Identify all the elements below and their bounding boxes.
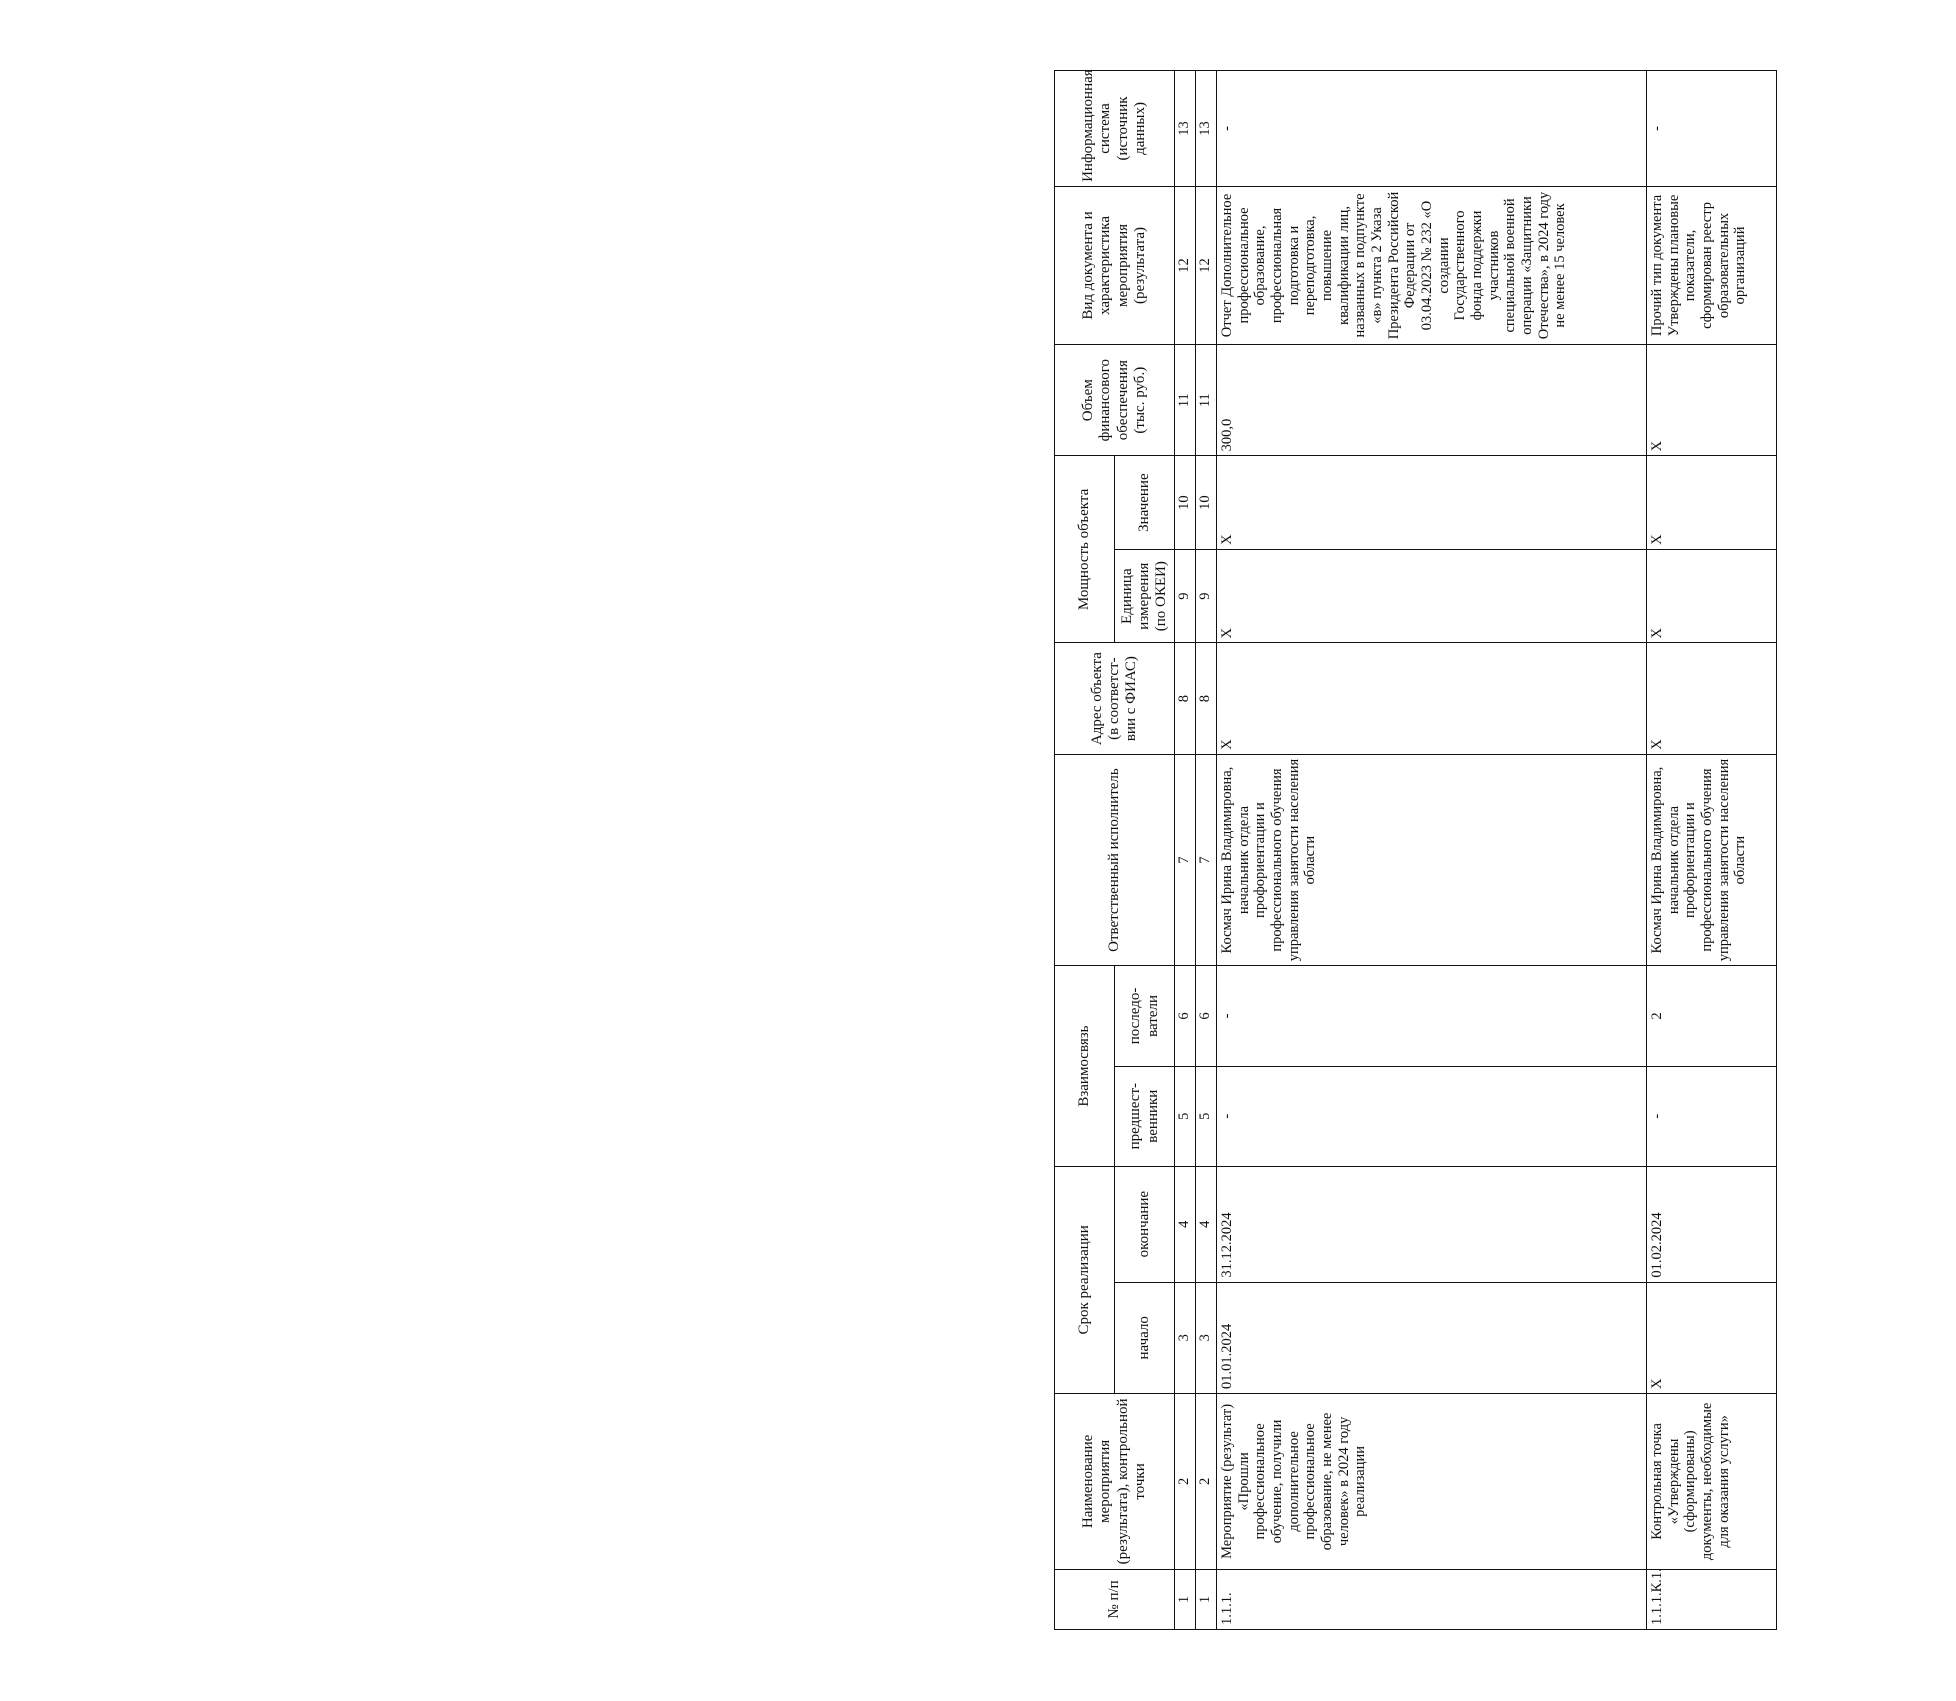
colnum: 13 — [1175, 71, 1196, 187]
row-resp: Космач Ирина Владимировна, начальник отдела профориентации и профессионального обучения управления занятости населения области — [1217, 754, 1647, 966]
colnum: 9 — [1175, 549, 1196, 643]
row-unit: X — [1217, 549, 1647, 643]
colnum: 10 — [1196, 456, 1217, 550]
colnum: 10 — [1175, 456, 1196, 550]
header-power: Мощность объекта — [1055, 456, 1115, 643]
colnum: 11 — [1196, 345, 1217, 456]
colnum: 8 — [1175, 643, 1196, 754]
colnum: 1 — [1196, 1569, 1217, 1629]
header-pred: предшест-венники — [1115, 1066, 1175, 1166]
row-addr: X — [1217, 643, 1647, 754]
row-pred: - — [1647, 1066, 1777, 1166]
row-doc: Прочий тип документа Утверждены плановые показатели, сформирован реестр образовательных организаций — [1647, 186, 1777, 344]
colnum: 11 — [1175, 345, 1196, 456]
table-row — [1217, 71, 1647, 1630]
colnum: 3 — [1175, 1282, 1196, 1393]
colnum: 3 — [1196, 1282, 1217, 1393]
colnum: 4 — [1175, 1166, 1196, 1282]
header-addr: Адрес объекта (в соответст-вии с ФИАС) — [1055, 643, 1175, 754]
header-name: Наименование мероприятия (результата), контрольной точки — [1055, 1393, 1175, 1569]
colnum: 12 — [1175, 186, 1196, 344]
header-num: № п/п — [1055, 1569, 1175, 1629]
column-number-row — [1196, 71, 1217, 1630]
colnum: 4 — [1196, 1166, 1217, 1282]
plan-table — [1054, 70, 1777, 1630]
row-fin: X — [1647, 345, 1777, 456]
row-addr: X — [1647, 643, 1777, 754]
colnum: 8 — [1196, 643, 1217, 754]
row-end: 01.02.2024 — [1647, 1166, 1777, 1282]
colnum: 7 — [1196, 754, 1217, 966]
row-succ: 2 — [1647, 966, 1777, 1066]
header-link: Взаимосвязь — [1055, 966, 1115, 1166]
header-start: начало — [1115, 1282, 1175, 1393]
header-info: Информационная система (источник данных) — [1055, 71, 1175, 187]
colnum: 12 — [1196, 186, 1217, 344]
colnum: 9 — [1196, 549, 1217, 643]
colnum: 5 — [1175, 1066, 1196, 1166]
colnum: 7 — [1175, 754, 1196, 966]
row-start: 01.01.2024 — [1217, 1282, 1647, 1393]
header-end: окончание — [1115, 1166, 1175, 1282]
row-name: Контрольная точка «Утверждены (сформированы) документы, необходимые для оказания услуги» — [1647, 1393, 1777, 1569]
row-unit: X — [1647, 549, 1777, 643]
row-value: X — [1647, 456, 1777, 550]
header-succ: последо-ватели — [1115, 966, 1175, 1066]
colnum: 13 — [1196, 71, 1217, 187]
rotated-table-wrapper — [1054, 70, 1956, 1630]
row-fin: 300,0 — [1217, 345, 1647, 456]
row-info: - — [1647, 71, 1777, 187]
header-doc: Вид документа и характеристика мероприятия (результата) — [1055, 186, 1175, 344]
row-start: X — [1647, 1282, 1777, 1393]
colnum: 6 — [1196, 966, 1217, 1066]
row-num: 1.1.1. — [1217, 1569, 1647, 1629]
header-value: Значение — [1115, 456, 1175, 550]
row-succ: - — [1217, 966, 1647, 1066]
header-unit: Единица измерения (по ОКЕИ) — [1115, 549, 1175, 643]
row-name: Мероприятие (результат) «Прошли профессиональное обучение, получили дополнительное профессиональное образование, не менее человек» в 2024 году реализации — [1217, 1393, 1647, 1569]
row-num: 1.1.1.К.1. — [1647, 1569, 1777, 1629]
colnum: 1 — [1175, 1569, 1196, 1629]
colnum: 2 — [1196, 1393, 1217, 1569]
row-pred: - — [1217, 1066, 1647, 1166]
row-doc: Отчет Дополнительное профессиональное образование, профессиональная подготовка и переподготовка, повышение квалификации лиц, названных в подпункте «в» пункта 2 Указа Президента Российской Федерации от 03.04.2023 № 232 «О создании Государственного фонда поддержки участников специальной военной операции «Защитники Отечества», в 2024 году не менее 15 человек — [1217, 186, 1647, 344]
header-resp: Ответственный исполнитель — [1055, 754, 1175, 966]
row-end: 31.12.2024 — [1217, 1166, 1647, 1282]
header-term: Срок реализации — [1055, 1166, 1115, 1393]
row-info: - — [1217, 71, 1647, 187]
table-row — [1647, 71, 1777, 1630]
colnum: 6 — [1175, 966, 1196, 1066]
header-fin: Объем финансового обеспечения (тыс. руб.) — [1055, 345, 1175, 456]
colnum: 2 — [1175, 1393, 1196, 1569]
column-number-row — [1175, 71, 1196, 1630]
colnum: 5 — [1196, 1066, 1217, 1166]
row-resp: Космач Ирина Владимировна, начальник отдела профориентации и профессионального обучения управления занятости населения области — [1647, 754, 1777, 966]
row-value: X — [1217, 456, 1647, 550]
